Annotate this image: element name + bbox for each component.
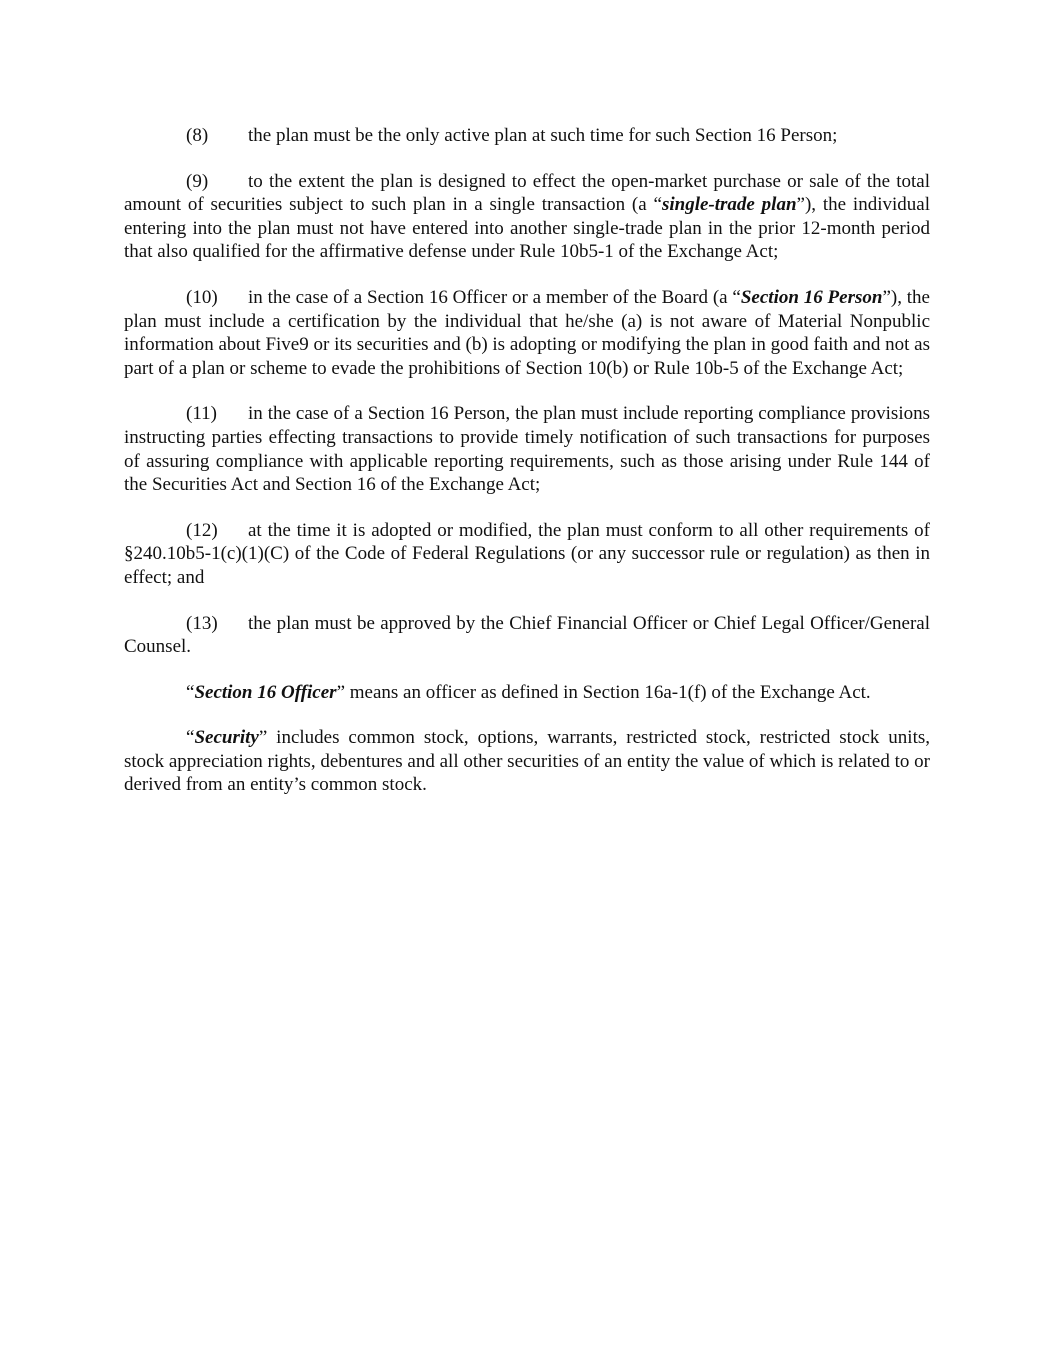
item-text: ”), the plan must include a certification by the individual that he/she (a) is not aware of Material Nonpublic information about Five9 or its securities and (b) is adopting or modifying the plan in good faith and not as part of a plan or scheme to evade the prohibitions of Section 10(b) or Rule 10b-5 of the Exchange Act; [124, 286, 930, 379]
item-number: (10) [186, 286, 218, 308]
item-text: in the case of a Section 16 Person, the plan must include reporting compliance provisions instructing parties effecting transactions to provide timely notification of such transactions for purposes of assuring compliance with applicable reporting requirements, such as those arising under Rule 144 of the Securities Act and Section 16 of the Exchange Act; [124, 403, 930, 496]
definition-text: means an officer as defined in Section 16a-1(f) of the Exchange Act. [345, 681, 871, 703]
item-text: to the extent the plan is designed to effect the open-market purchase or sale of the total amount of securities subject to such plan in a single transaction (a “ [124, 170, 930, 216]
defined-term: single-trade plan [661, 194, 797, 216]
item-number: (12) [186, 519, 218, 541]
item-text: the plan must be the only active plan at such time for such Section 16 Person; [248, 125, 838, 146]
item-number: (8) [186, 125, 209, 146]
close-quote: ” [258, 727, 268, 749]
item-text: in the case of a Section 16 Officer or a member of the Board (a “ [248, 286, 741, 308]
item-10 [124, 286, 930, 380]
defined-term: Section 16 Officer [194, 681, 337, 703]
item-number: (11) [186, 403, 217, 425]
item-number: (9) [186, 170, 209, 192]
definition-security [124, 726, 930, 797]
item-12 [124, 519, 930, 590]
item-9 [124, 170, 930, 264]
item-number: (13) [186, 612, 218, 634]
item-8 [124, 124, 930, 148]
open-quote: “ [186, 727, 195, 749]
defined-term: Section 16 Person [740, 286, 883, 308]
item-13 [124, 612, 930, 659]
defined-term: Security [194, 727, 259, 749]
definition-section-16-officer [124, 681, 930, 705]
document-page [124, 124, 930, 819]
close-quote: ” [336, 681, 346, 703]
item-text: the plan must be approved by the Chief Financial Officer or Chief Legal Officer/General Counsel. [124, 612, 930, 658]
item-text: ”), the individual entering into the plan must not have entered into another single-trade plan in the prior 12-month period that also qualified for the affirmative defense under Rule 10b5-1 of the Exchange Act; [124, 194, 930, 263]
open-quote: “ [186, 681, 195, 703]
item-text: at the time it is adopted or modified, the plan must conform to all other requirements of §240.10b5-1(c)(1)(C) of the Code of Federal Regulations (or any successor rule or regulation) as then in effect; and [124, 519, 930, 588]
definition-text: includes common stock, options, warrants, restricted stock, restricted stock units, stock appreciation rights, debentures and all other securities of an entity the value of which is related to or derived from an entity’s common stock. [124, 727, 930, 796]
item-11 [124, 402, 930, 496]
